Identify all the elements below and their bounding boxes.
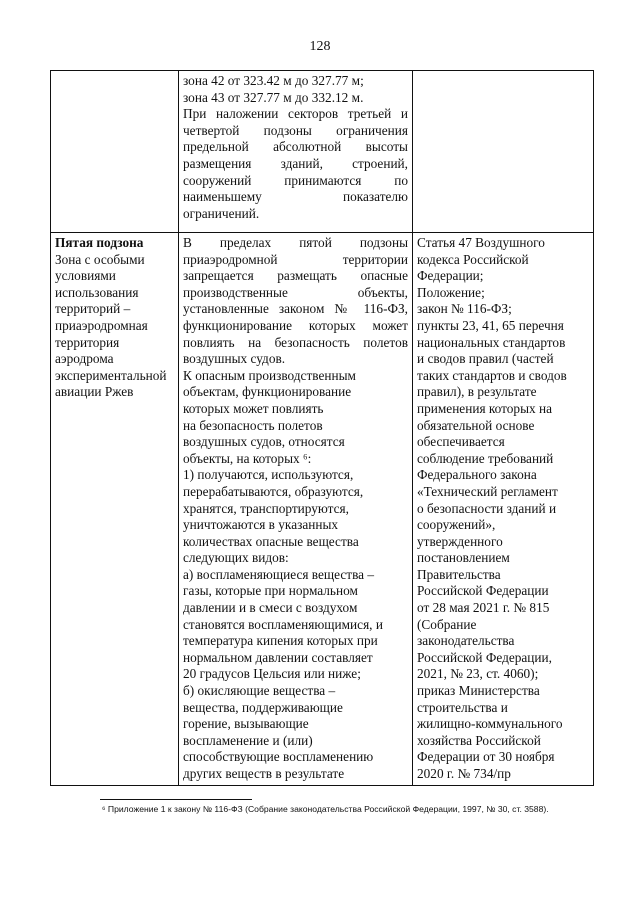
text-line: использования (55, 284, 139, 300)
text-line: экспериментальной (55, 367, 167, 383)
text-line: которых может повлиять (183, 400, 324, 416)
table-row (51, 71, 594, 233)
text-line: хранятся, транспортируются, (183, 500, 349, 516)
text-line: утвержденного (417, 533, 503, 549)
text-line: При наложении секторов третьей и (183, 106, 408, 122)
text-line: сооружений», (417, 517, 496, 533)
regulation-table (50, 70, 594, 786)
text-line: обязательной основе (417, 417, 535, 433)
text-line: зона 43 от 327.77 м до 332.12 м. (183, 89, 364, 105)
text-line: законодательства (417, 633, 515, 649)
text-line: повлиять на безопасность полетов (183, 334, 408, 350)
text-line: нормальном давлении составляет (183, 649, 373, 665)
text-line: а) воспламеняющиеся вещества – (183, 566, 375, 582)
text-line: правил), в результате (417, 384, 537, 400)
text-line: Федерального закона (417, 467, 537, 483)
text-line: сооружений принимаются по (183, 172, 408, 188)
text-line: Положение; (417, 284, 485, 300)
zone-title: Пятая подзона (55, 235, 144, 250)
text-line: становятся воспламеняющимися, и (183, 616, 383, 632)
text-line: наименьшему показателю (183, 189, 408, 205)
text-line: Российской Федерации, (417, 649, 552, 665)
text-line: производственные объекты, (183, 284, 408, 300)
text-line: соблюдение требований (417, 450, 554, 466)
text-line: территория (55, 334, 120, 350)
text-line: строительства и (417, 699, 508, 715)
text-line: Статья 47 Воздушного (417, 235, 545, 250)
text-line: и сводов правил (частей (417, 351, 554, 367)
text-line: установленные законом № 116-ФЗ, (183, 301, 408, 317)
text-line: способствующие воспламенению (183, 749, 374, 765)
text-line: количествах опасные вещества (183, 533, 359, 549)
text-line: жилищно-коммунального (417, 716, 563, 732)
text-line: горение, вызывающие (183, 716, 309, 732)
row1-basis-cell (413, 71, 594, 233)
text-line: перерабатываются, образуются, (183, 483, 364, 499)
text-line: зона 42 от 323.42 м до 327.77 м; (183, 73, 364, 88)
text-line: применения которых на (417, 400, 553, 416)
text-line: Федерации от 30 ноября (417, 749, 555, 765)
text-line: о безопасности зданий и (417, 500, 557, 516)
text-line: обеспечивается (417, 434, 505, 450)
row1-description-cell (179, 71, 413, 233)
text-line: 1) получаются, используются, (183, 467, 354, 483)
text-line: кодекса Российской (417, 251, 529, 267)
text-line: размещения зданий, строений, (183, 155, 408, 171)
text-line: В пределах пятой подзоны (183, 235, 408, 250)
text-line: «Технический регламент (417, 483, 558, 499)
text-line: температура кипения которых при (183, 633, 378, 649)
row2-basis-cell (413, 233, 594, 786)
text-line: территорий – (55, 301, 131, 317)
text-line: б) окисляющие вещества – (183, 683, 336, 699)
text-line: приаэродромная (55, 317, 148, 333)
text-line: Федерации; (417, 268, 484, 284)
text-line: на безопасность полетов (183, 417, 323, 433)
text-line: предельной абсолютной высоты (183, 139, 408, 155)
text-line: (Собрание (417, 616, 477, 632)
text-line: пункты 23, 41, 65 перечня (417, 317, 564, 333)
text-line: авиации Ржев (55, 384, 134, 400)
row2-description-cell (179, 233, 413, 786)
page-number: 128 (309, 39, 331, 54)
text-line: аэродрома (55, 351, 114, 367)
text-line: 20 градусов Цельсия или ниже; (183, 666, 361, 682)
text-line: закон № 116-ФЗ; (417, 301, 512, 317)
text-line: от 28 мая 2021 г. № 815 (417, 600, 550, 616)
text-line: приказ Министерства (417, 683, 540, 699)
text-line: уничтожаются в указанных (183, 517, 339, 533)
text-line: Российской Федерации (417, 583, 549, 599)
text-line: 2020 г. № 734/пр (417, 766, 511, 781)
row2-zone-cell (51, 233, 179, 786)
footnote: ⁶ Приложение 1 к закону № 116-ФЗ (Собрание законодательства Российской Федерации, 1997, № 30, ст. 3588). (102, 804, 549, 814)
text-line: четвертой подзоны ограничения (183, 122, 408, 138)
table-row (51, 233, 594, 786)
text-line: давлении и в смеси с воздухом (183, 600, 358, 616)
text-line: газы, которые при нормальном (183, 583, 358, 599)
text-line: запрещается размещать опасные (183, 268, 408, 284)
text-line: других веществ в результате (183, 766, 345, 781)
text-line: К опасным производственным (183, 367, 356, 383)
text-line: функционирование которых может (183, 317, 408, 333)
text-line: условиями (55, 268, 116, 284)
footnote-divider (100, 799, 252, 800)
text-line: объекты, на которых ⁶: (183, 450, 312, 466)
row1-zone-cell (51, 71, 179, 233)
text-line: ограничений. (183, 205, 260, 221)
text-line: национальных стандартов (417, 334, 566, 350)
text-line: 2021, № 23, ст. 4060); (417, 666, 539, 682)
text-line: постановлением (417, 550, 510, 566)
text-line: хозяйства Российской (417, 732, 541, 748)
text-line: Правительства (417, 566, 501, 582)
text-line: таких стандартов и сводов (417, 367, 567, 383)
text-line: объектам, функционирование (183, 384, 352, 400)
text-line: воздушных судов, относятся (183, 434, 345, 450)
text-line: Зона с особыми (55, 251, 145, 267)
text-line: приаэродромной территории (183, 251, 408, 267)
text-line: следующих видов: (183, 550, 289, 566)
text-line: воздушных судов. (183, 351, 286, 367)
text-line: вещества, поддерживающие (183, 699, 343, 715)
text-line: воспламенение и (или) (183, 732, 313, 748)
